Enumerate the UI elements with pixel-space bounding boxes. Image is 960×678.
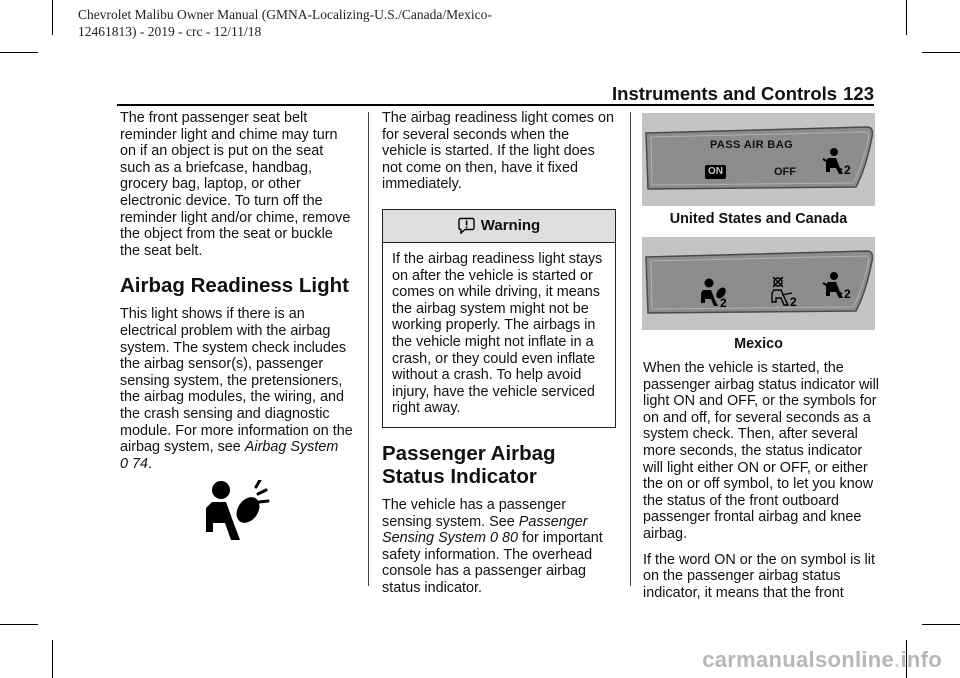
crop-mark — [0, 52, 38, 53]
document-metadata — [78, 6, 492, 40]
header-rule — [117, 104, 874, 106]
crop-mark — [52, 0, 53, 35]
mexico-caption: Mexico — [734, 336, 783, 352]
crop-mark — [922, 624, 960, 625]
xref-glyph: 0 — [120, 455, 129, 472]
readiness-light-paragraph: The airbag readiness light comes on for several seconds when the vehicle is started. If the light does not come on then, have it fixed immediately. — [382, 110, 614, 193]
warning-header — [383, 210, 615, 243]
svg-text:2: 2 — [720, 296, 727, 310]
seat-belt-reminder-paragraph: The front passenger seat belt reminder light and chime may turn on if an object is put on the seat such as a briefcase, handbag, grocery bag, laptop, or other electronic device. To turn off the reminder light and/or chime, remove the object from the seat or buckle the seat belt. — [120, 110, 351, 259]
airbag-readiness-text: This light shows if there is an electrical problem with the airbag system. The system check includes the airbag sensor(s), passenger sensing system, the pretensioners, the airbag modules, the wiring, and the crash sensing and diagnostic module. For more information on the airbag system, see — [120, 306, 353, 456]
page-number: 123 — [843, 83, 874, 104]
column-1 — [120, 110, 356, 481]
doc-meta-line1: Chevrolet Malibu Owner Manual (GMNA-Localizing-U.S./Canada/Mexico- — [78, 7, 492, 22]
warning-box — [382, 209, 616, 428]
airbag-system-page-link[interactable]: 74 — [132, 455, 149, 472]
column-divider — [368, 112, 369, 586]
running-header — [612, 83, 874, 105]
svg-text:2: 2 — [790, 295, 797, 309]
watermark-main: carmanualsonline — [702, 647, 895, 672]
us-canada-indicator-panel — [642, 113, 875, 206]
airbag-readiness-heading: Airbag Readiness Light — [120, 274, 349, 298]
section-title: Instruments and Controls — [612, 83, 838, 104]
us-canada-caption: United States and Canada — [669, 211, 848, 227]
passenger-sensing-paragraph — [382, 497, 616, 597]
column-3 — [643, 360, 879, 610]
crop-mark — [52, 640, 53, 678]
column-2 — [382, 110, 616, 605]
column-divider — [630, 112, 631, 586]
passenger-airbag-status-heading: Passenger Airbag Status Indicator — [382, 441, 556, 488]
passenger-sensing-page-link[interactable]: 80 — [502, 530, 519, 547]
crop-mark — [906, 0, 907, 35]
watermark-tld: info — [900, 647, 942, 672]
svg-text:2: 2 — [844, 287, 851, 301]
airbag-readiness-icon — [204, 480, 274, 542]
warning-title: Warning — [480, 216, 541, 234]
passenger-sensing-text-end: for important safety information. The overhead console has a passenger airbag status indicator. — [382, 530, 603, 596]
svg-text:2: 2 — [844, 163, 851, 177]
off-indicator: OFF — [774, 166, 796, 178]
crop-mark — [922, 52, 960, 53]
doc-meta-line2: 12461813) - 2019 - crc - 12/11/18 — [78, 24, 262, 39]
on-indicator: ON — [705, 165, 726, 179]
passenger-sensing-text: The vehicle has a passenger sensing system. See — [382, 496, 566, 530]
airbag-readiness-paragraph: This light shows if there is an electrical problem with the airbag system. The system check includes the airbag sensor(s), passenger sensing system, the pretensioners, the airbag modules, the wiring, and the crash sensing and diagnostic module. For more information on the airbag system, see Airbag System 0 74. — [120, 306, 353, 472]
warning-text: If the airbag readiness light stays on after the vehicle is started or comes on while driving, it means the airbag system might not be working properly. The airbags in the vehicle might not inflate in a crash, or they could even inflate without a crash. To help avoid injury, have the vehicle serviced right away. — [392, 250, 603, 417]
watermark-dot: . — [894, 647, 901, 672]
crop-mark — [0, 624, 38, 625]
on-symbol-paragraph: If the word ON or the on symbol is lit on the passenger airbag status indicator, it means that the front — [643, 551, 875, 601]
watermark — [702, 647, 942, 673]
pass-air-bag-label: PASS AIR BAG — [710, 139, 794, 151]
mexico-indicator-panel — [642, 237, 875, 330]
warning-icon — [458, 217, 475, 234]
passenger-sensing-system-link[interactable]: Passenger Sensing System — [382, 513, 588, 547]
status-indicator-paragraph: When the vehicle is started, the passenger airbag status indicator will light ON and OFF, or the symbols for on and off, for several seconds as a system check. Then, after several more seconds, the status indicator will light either ON or OFF, or either the on or off symbol, to let you know the status of the front outboard passenger frontal airbag and knee airbag. — [643, 360, 879, 542]
xref-glyph: 0 — [489, 530, 498, 547]
airbag-system-link[interactable]: Airbag System — [244, 439, 339, 456]
